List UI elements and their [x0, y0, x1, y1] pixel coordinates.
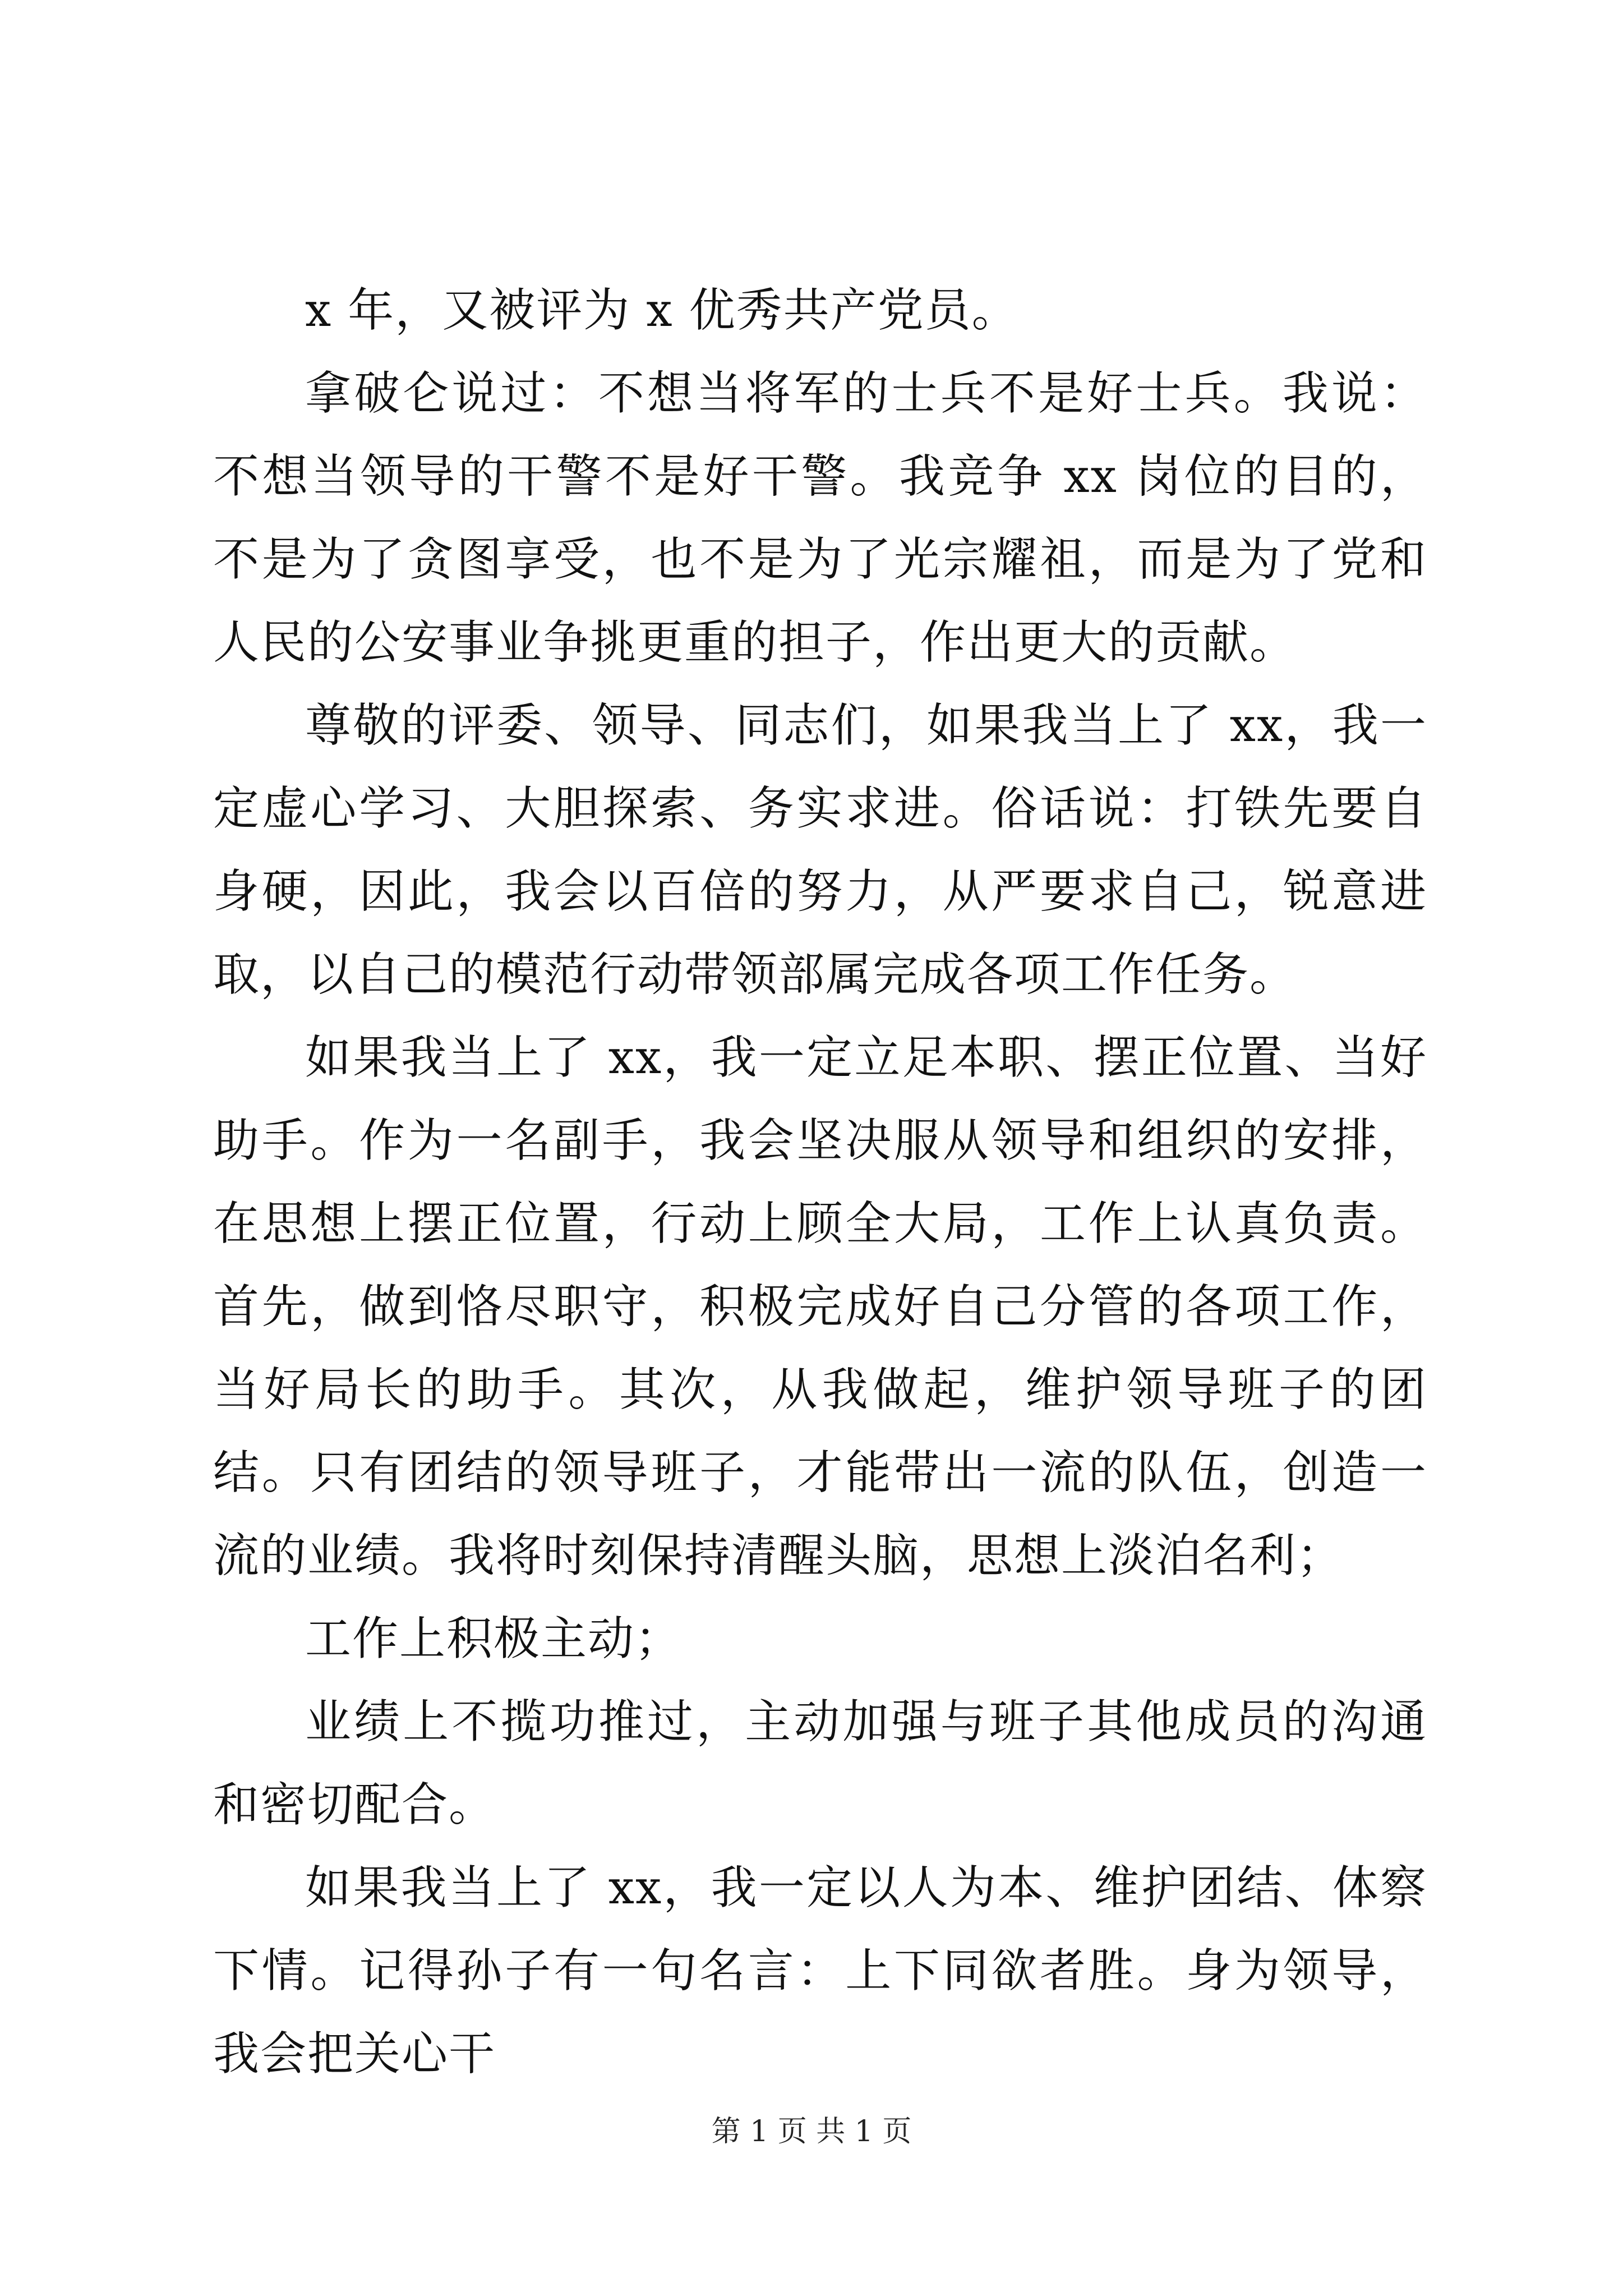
- paragraph: 如果我当上了 xx，我一定立足本职、摆正位置、当好助手。作为一名副手，我会坚决服从领导和组织的安排，在思想上摆正位置，行动上顾全大局，工作上认真负责。首先，做到恪尽职守，积极完成好自己分管的各项工作，当好局长的助手。其次，从我做起，维护领导班子的团结。只有团结的领导班子，才能带出一流的队伍，创造一流的业绩。我将时刻保持清醒头脑，思想上淡泊名利；: [213, 1031, 1427, 1582]
- paragraph: 如果我当上了 xx，我一定以人为本、维护团结、体察下情。记得孙子有一句名言：上下同欲者胜。身为领导，我会把关心干: [213, 1861, 1427, 2081]
- document-body: [213, 269, 1427, 2096]
- page-footer: 第 1 页 共 1 页: [711, 2115, 912, 2148]
- paragraph: 尊敬的评委、领导、同志们，如果我当上了 xx，我一定虚心学习、大胆探索、务实求进。俗话说：打铁先要自身硬，因此，我会以百倍的努力，从严要求自己，锐意进取，以自己的模范行动带领部属完成各项工作任务。: [213, 699, 1427, 1001]
- paragraph: 工作上积极主动；: [305, 1612, 683, 1665]
- paragraph: 拿破仑说过：不想当将军的士兵不是好士兵。我说：不想当领导的干警不是好干警。我竞争 xx 岗位的目的，不是为了贪图享受，也不是为了光宗耀祖，而是为了党和人民的公安事业争挑更重的担子，作出更大的贡献。: [213, 367, 1427, 669]
- paragraph: 业绩上不揽功推过，主动加强与班子其他成员的沟通和密切配合。: [213, 1695, 1427, 1832]
- paragraph: x 年，又被评为 x 优秀共产党员。: [305, 284, 1019, 337]
